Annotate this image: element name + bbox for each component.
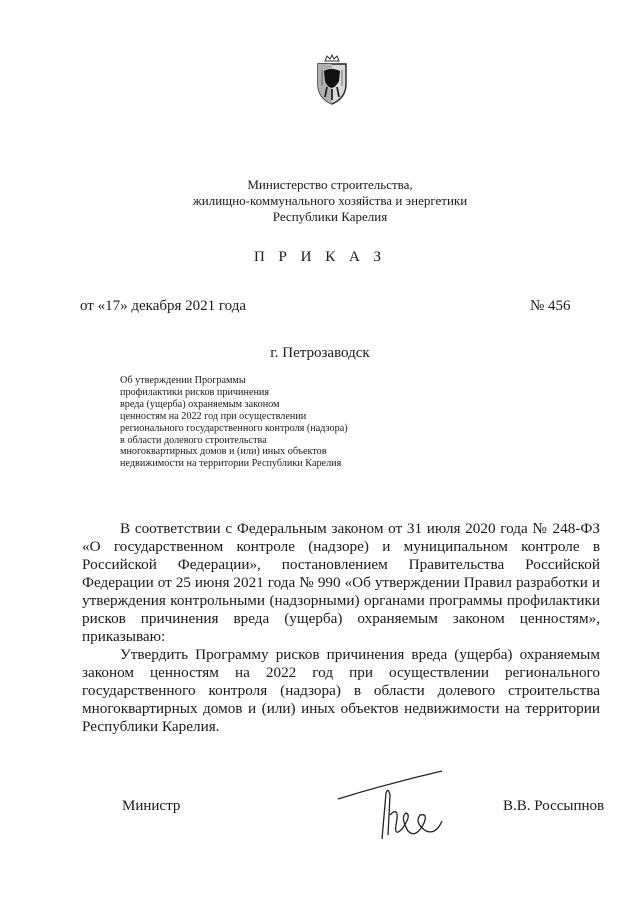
ministry-name-line2: жилищно-коммунального хозяйства и энергетики xyxy=(192,193,468,208)
body-line: государственного контроля (надзора) в области долевого строительства xyxy=(82,682,600,699)
body-line: рисков причинения вреда (ущерба) охраняемым законом ценностям», xyxy=(82,610,600,627)
order-subject xyxy=(120,375,380,470)
body-line: утверждения контрольными (надзорными) органами программы профилактики xyxy=(82,592,600,609)
order-number: № 456 xyxy=(530,298,571,314)
ministry-name-line1: Министерство строительства, xyxy=(247,177,413,192)
subject-line: профилактики рисков причинения xyxy=(120,386,270,398)
body-paragraph-1 xyxy=(82,520,600,646)
body-line: законом ценностям на 2022 год при осуществлении регионального xyxy=(82,664,600,681)
signatory-name: В.В. Россыпнов xyxy=(503,798,605,814)
city: г. Петрозаводск xyxy=(270,345,370,361)
subject-line: ценностям на 2022 год при осуществлении xyxy=(120,410,307,422)
body-line: Федерации от 25 июня 2021 года № 990 «Об утверждении Правил разработки и xyxy=(82,574,600,591)
body-line: многоквартирных домов и (или) иных объектов недвижимости на территории xyxy=(82,700,600,717)
subject-line: в области долевого строительства xyxy=(120,434,267,446)
body-line: Российской Федерации», постановлением Правительства Российской xyxy=(82,556,600,573)
subject-line: Об утверждении Программы xyxy=(120,375,246,386)
coat-of-arms-emblem xyxy=(314,54,350,106)
body-line: приказываю: xyxy=(82,628,166,645)
order-title: П Р И К А З xyxy=(253,249,387,265)
subject-line: недвижимости на территории Республики Карелия xyxy=(120,458,342,470)
ministry-name-line3: Республики Карелия xyxy=(272,209,388,224)
signatory-title: Министр xyxy=(122,798,181,814)
subject-line: вреда (ущерба) охраняемым законом xyxy=(120,398,280,410)
body-line: Утвердить Программу рисков причинения вреда (ущерба) охраняемым xyxy=(120,646,600,663)
body-line: «О государственном контроле (надзоре) и муниципальном контроле в xyxy=(82,538,600,555)
order-date: от «17» декабря 2021 года xyxy=(80,298,247,314)
subject-line: многоквартирных домов и (или) иных объектов xyxy=(120,446,327,458)
handwritten-signature xyxy=(330,765,480,847)
body-line: В соответствии с Федеральным законом от 31 июля 2020 года № 248-ФЗ xyxy=(120,520,600,537)
body-paragraph-2 xyxy=(82,646,600,736)
subject-line: регионального государственного контроля (надзора) xyxy=(120,422,348,434)
body-line: Республики Карелия. xyxy=(82,718,220,735)
